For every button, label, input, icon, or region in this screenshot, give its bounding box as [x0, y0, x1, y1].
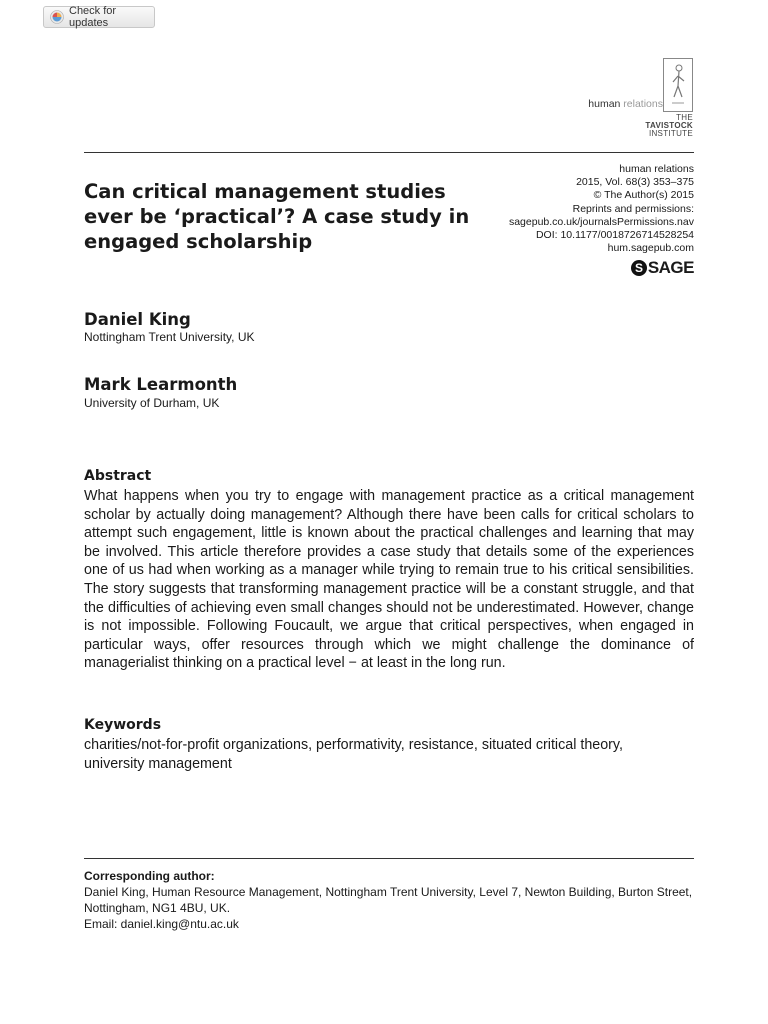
meta-permissions-link[interactable]: sagepub.co.uk/journalsPermissions.nav — [508, 215, 694, 228]
header-divider — [84, 152, 694, 153]
author-name: Daniel King — [84, 310, 191, 329]
journal-name-first: human — [588, 98, 621, 110]
tavistock-logo — [645, 114, 693, 138]
sage-s-icon: S — [631, 260, 647, 276]
journal-figure-logo — [663, 58, 693, 112]
article-title: Can critical management studies ever be ‘practical’? A case study in engaged scholarship — [84, 180, 470, 253]
sage-logo — [631, 258, 694, 278]
author-name: Mark Learmonth — [84, 375, 238, 394]
meta-reprints: Reprints and permissions: — [572, 202, 694, 215]
tavistock-line: THE — [676, 113, 693, 122]
abstract-text: What happens when you try to engage with management practice as a critical management scholar by actually doing management? Although there have been calls for critical scholars to attempt such engagement, little is known about the practical challenges and learning that may be involved. This article therefore provides a case study that details some of the experiences one of us had when working as a manager while trying to remain true to his critical sensibilities. The story suggests that transforming management practice will be a constant struggle, and that the difficulties of achieving even small changes should not be underestimated. However, change is not impossible. Following Foucault, we argue that critical perspectives, when engaged in particular ways, offer resources through which we might challenge the dominance of managerialist thinking on a practical level − at least in the long run. — [84, 488, 694, 672]
tavistock-line: TAVISTOCK — [645, 121, 693, 130]
meta-journal: human relations — [619, 163, 694, 175]
journal-name-second: relations — [623, 98, 663, 110]
corresponding-author-address: Daniel King, Human Resource Management, Nottingham Trent University, Level 7, Newton Building, Burton Street, Nottingham, NG1 4BU, UK. — [84, 885, 693, 915]
check-for-updates-button[interactable] — [43, 6, 155, 28]
journal-wordmark — [588, 98, 663, 110]
keywords-text: charities/not-for-profit organizations, performativity, resistance, situated critical theory, university management — [84, 737, 623, 772]
meta-doi[interactable]: DOI: 10.1177/0018726714528254 — [535, 229, 694, 242]
author-affiliation: University of Durham, UK — [84, 396, 220, 410]
corresponding-author-heading: Corresponding author: — [84, 869, 215, 883]
crossmark-icon — [50, 10, 64, 24]
check-for-updates-label: Check for updates — [69, 5, 117, 29]
keywords-heading: Keywords — [84, 717, 162, 733]
corresponding-author-email[interactable]: Email: daniel.king@ntu.ac.uk — [84, 917, 239, 931]
meta-volume: 2015, Vol. 68(3) 353–375 — [576, 176, 694, 189]
footer-divider — [84, 858, 694, 859]
sage-wordmark: SAGE — [647, 258, 694, 277]
meta-copyright: © The Author(s) 2015 — [593, 189, 694, 202]
article-meta — [509, 163, 694, 255]
meta-journal-url[interactable]: hum.sagepub.com — [607, 242, 694, 255]
corresponding-author-details — [84, 884, 696, 932]
author-affiliation: Nottingham Trent University, UK — [84, 330, 255, 344]
tavistock-line: INSTITUTE — [648, 129, 693, 138]
abstract-heading: Abstract — [84, 468, 152, 484]
